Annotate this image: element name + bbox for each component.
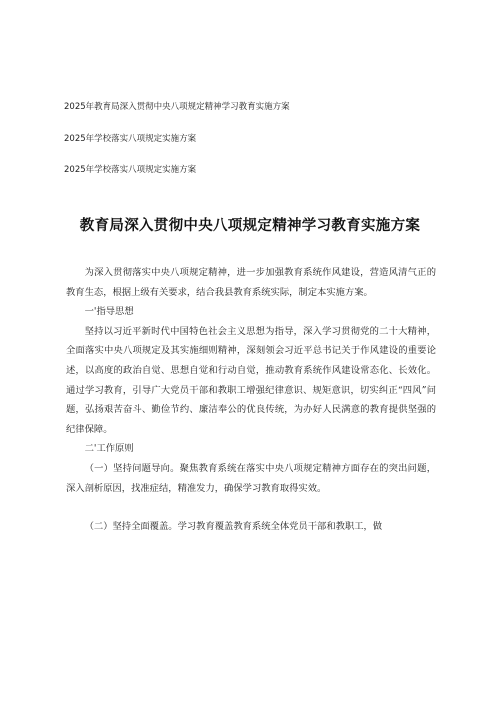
guiding-ideology-paragraph: 坚持以习近平新时代中国特色社会主义思想为指导，深入学习贯彻党的二十大精神，全面落实中央八项规定及其实施细则精神，深刻领会习近平总书记关于作风建设的重要论述，以高度的政治自觉、思想自觉和行动自觉，推动教育系统作风建设常态化、长效化。通过学习教育，引导广大党员干部和教职工增强纪律意识、规矩意识，切实纠正“四风”问题，弘扬艰苦奋斗、勤俭节约、廉洁奉公的优良传统，为办好人民满意的教育提供坚强的纪律保障。 (66, 325, 436, 435)
document-body (66, 263, 436, 537)
toc-item[interactable]: 2025年教育局深入贯彻中央八项规定精神学习教育实施方案 (64, 102, 290, 112)
table-of-contents (64, 100, 444, 195)
toc-item[interactable]: 2025年学校落实八项规定实施方案 (64, 133, 197, 144)
document-title: 教育局深入贯彻中央八项规定精神学习教育实施方案 (79, 218, 421, 234)
principle-problem-oriented: （一）坚持问题导向。聚焦教育系统在落实中央八项规定精神方面存在的突出问题，深入剖析原因，找准症结，精准发力，确保学习教育取得实效。 (66, 462, 436, 494)
section-heading-work-principles: 二'工作原则 (84, 443, 134, 455)
section-heading-guiding-ideology: 一'指导思想 (84, 306, 134, 318)
principle-full-coverage: （二）坚持全面覆盖。学习教育覆盖教育系统全体党员干部和教职工，做 (84, 521, 383, 533)
intro-paragraph: 为深入贯彻落实中央八项规定精神，进一步加强教育系统作风建设，营造风清气正的教育生态，根据上级有关要求，结合我县教育系统实际，制定本实施方案。 (66, 267, 436, 298)
paragraph-spacer (66, 498, 436, 517)
toc-item[interactable]: 2025年学校落实八项规定实施方案 (64, 165, 197, 175)
